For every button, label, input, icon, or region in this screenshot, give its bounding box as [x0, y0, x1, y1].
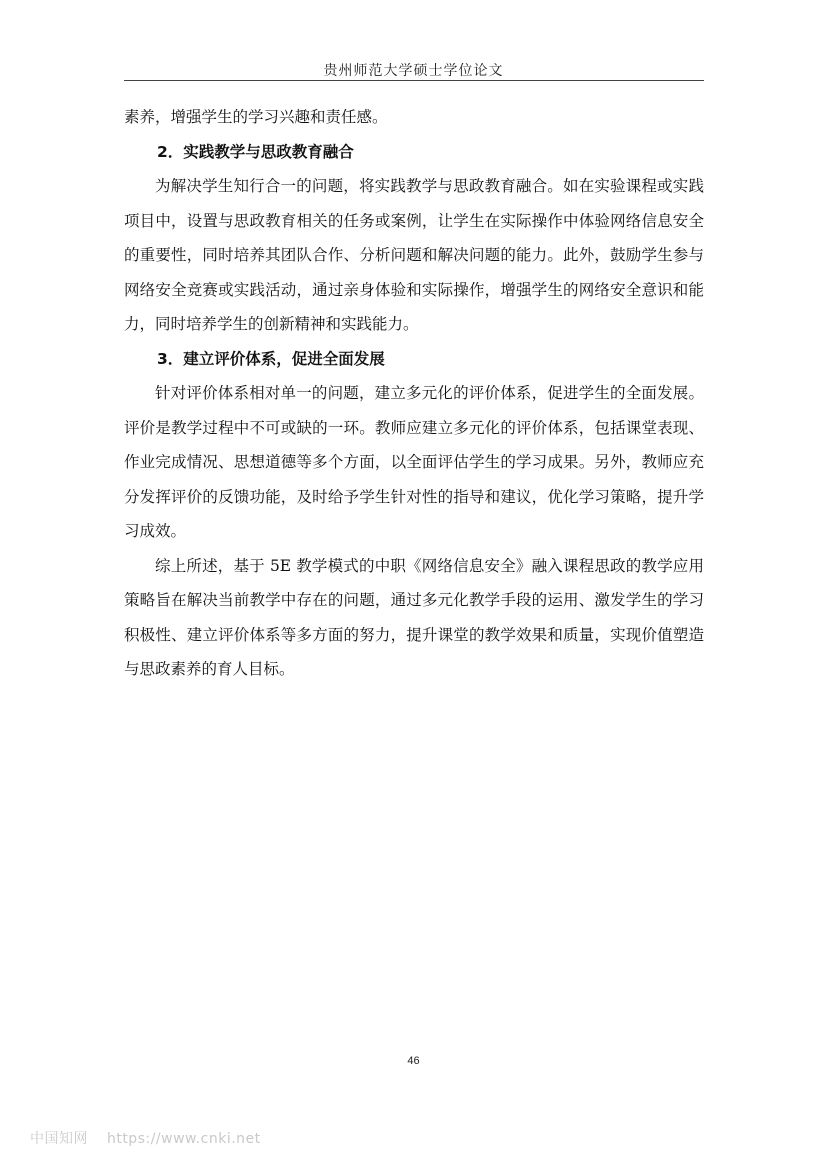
page-number: 46 [407, 1055, 420, 1067]
paragraph-continuation: 素养，增强学生的学习兴趣和责任感。 [124, 108, 388, 126]
paragraph-summary: 综上所述，基于 5E 教学模式的中职《网络信息安全》融入课程思政的教学应用策略旨在解决当前教学中存在的问题，通过多元化教学手段的运用、激发学生的学习积极性、建立评价体系等多方面的努力，提升课堂的教学效果和质量，实现价值塑造与思政素养的育人目标。 [124, 556, 704, 678]
cnki-watermark [30, 1128, 261, 1148]
header-rule [124, 80, 704, 81]
section-heading-2: 2．实践教学与思政教育融合 [157, 142, 354, 161]
paragraph-evaluation-system: 针对评价体系相对单一的问题，建立多元化的评价体系，促进学生的全面发展。评价是教学过程中不可或缺的一环。教师应建立多元化的评价体系，包括课堂表现、作业完成情况、思想道德等多个方面，以全面评估学生的学习成果。另外，教师应充分发挥评价的反馈功能，及时给予学生针对性的指导和建议，优化学习策略，提升学习成效。 [124, 384, 704, 540]
watermark-brand: 中国知网 [30, 1131, 88, 1147]
paragraph-practice-teaching: 为解决学生知行合一的问题，将实践教学与思政教育融合。如在实验课程或实践项目中，设置与思政教育相关的任务或案例，让学生在实际操作中体验网络信息安全的重要性，同时培养其团队合作、分析问题和解决问题的能力。此外，鼓励学生参与网络安全竞赛或实践活动，通过亲身体验和实际操作，增强学生的网络安全意识和能力，同时培养学生的创新精神和实践能力。 [124, 177, 704, 333]
page-body [124, 100, 704, 687]
watermark-url: https://www.cnki.net [106, 1131, 261, 1147]
running-header: 贵州师范大学硕士学位论文 [323, 63, 504, 79]
section-heading-3: 3．建立评价体系，促进全面发展 [157, 349, 385, 368]
